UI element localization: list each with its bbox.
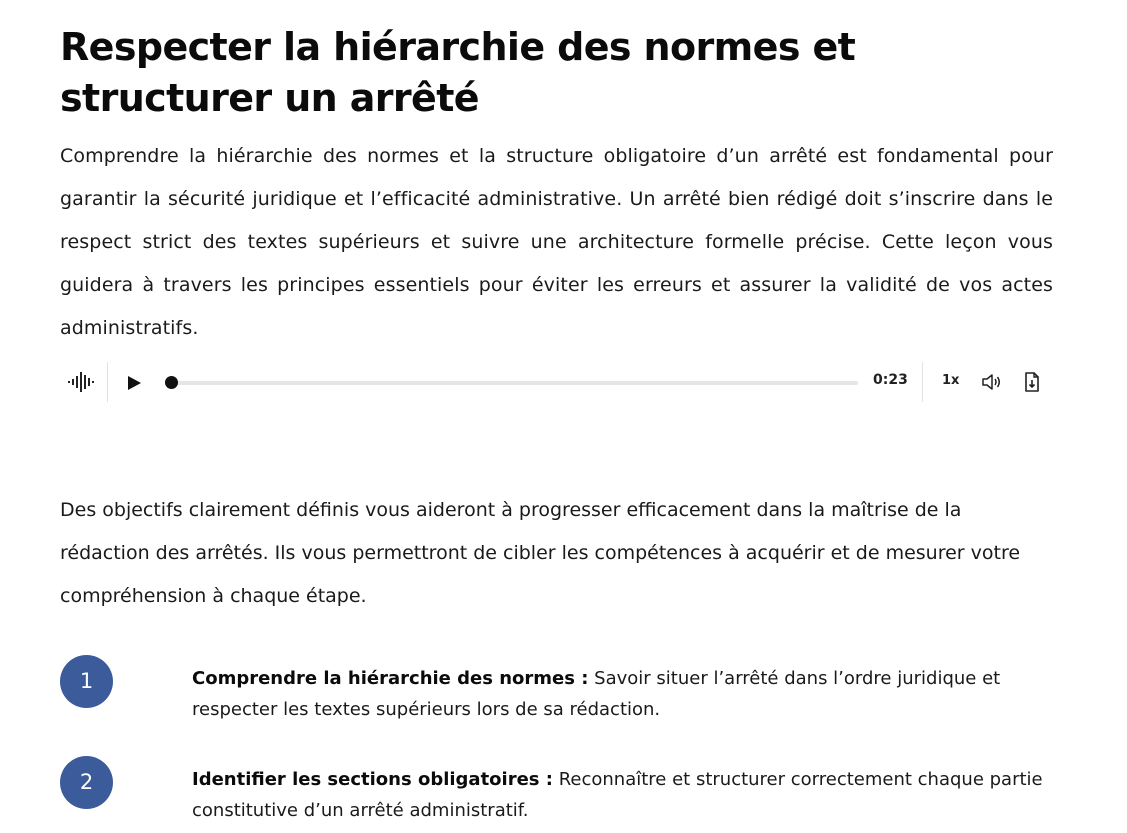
audio-player bbox=[60, 360, 1053, 404]
time-remaining: 0:23 bbox=[873, 372, 908, 388]
step-heading: Comprendre la hiérarchie des normes : bbox=[192, 668, 589, 689]
step-number-badge: 1 bbox=[60, 655, 113, 708]
playback-speed-button[interactable]: 1x bbox=[942, 373, 960, 388]
step-heading: Identifier les sections obligatoires : bbox=[192, 769, 553, 790]
lesson-title: Respecter la hiérarchie des normes et structurer un arrêté bbox=[60, 25, 856, 120]
waveform-icon bbox=[68, 372, 96, 392]
step-body: Reconnaître et structurer correctement chaque partie constitutive d’un arrêté administratif. bbox=[192, 769, 1043, 821]
download-file-icon[interactable] bbox=[1024, 372, 1040, 392]
step-text bbox=[192, 663, 1052, 725]
player-divider bbox=[107, 362, 108, 402]
progress-thumb[interactable] bbox=[165, 376, 178, 389]
step-number-badge: 2 bbox=[60, 756, 113, 809]
step-body: Savoir situer l’arrêté dans l’ordre juridique et respecter les textes supérieurs lors de sa rédaction. bbox=[192, 668, 1001, 720]
player-divider bbox=[922, 362, 923, 402]
play-icon[interactable] bbox=[126, 375, 142, 391]
objectives-intro: Des objectifs clairement définis vous aideront à progresser efficacement dans la maîtrise de la rédaction des arrêtés. Ils vous permettront de cibler les compétences à acquérir et de mesurer votre compréhension à chaque étape. bbox=[60, 499, 1021, 607]
volume-icon[interactable] bbox=[981, 373, 1001, 391]
lesson-intro: Comprendre la hiérarchie des normes et la structure obligatoire d’un arrêté est fondamental pour garantir la sécurité juridique et l’efficacité administrative. Un arrêté bien rédigé doit s’inscrire dans le respect strict des textes supérieurs et suivre une architecture formelle précise. Cette leçon vous guidera à travers les principes essentiels pour éviter les erreurs et assurer la validité de vos actes administratifs. bbox=[60, 145, 1053, 339]
progress-track[interactable] bbox=[172, 381, 858, 385]
step-text bbox=[192, 764, 1052, 826]
